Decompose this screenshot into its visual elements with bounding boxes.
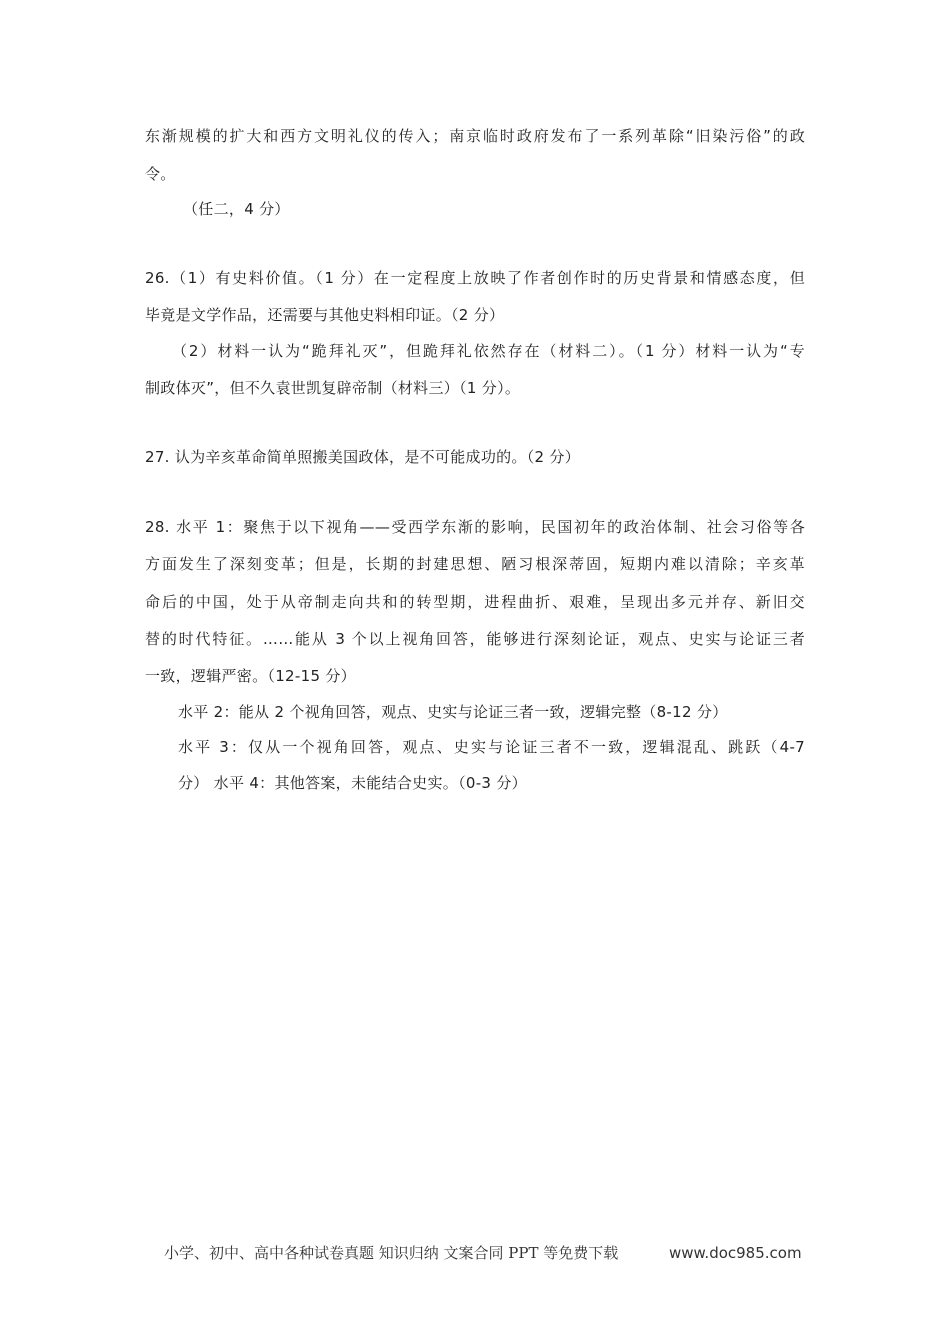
answer-26-line-1: 26.（1）有史料价值。（1 分）在一定程度上放映了作者创作时的历史背景和情感态度，但 (145, 269, 805, 287)
answer-26-line-2: 毕竟是文学作品，还需要与其他史料相印证。（2 分） (145, 306, 505, 324)
footer-text: 小学、初中、高中各种试卷真题 知识归纳 文案合同 PPT 等免费下载 (164, 1244, 619, 1262)
answer-28-line-6: 水平 2：能从 2 个视角回答，观点、史实与论证三者一致，逻辑完整（8-12 分） (178, 703, 728, 721)
footer-url[interactable]: www.doc985.com (669, 1244, 802, 1262)
answer-26-line-4: 制政体灭”，但不久袁世凯复辟帝制（材料三）（1 分）。 (145, 379, 521, 397)
answer-28-line-1: 28. 水平 1：聚焦于以下视角——受西学东渐的影响，民国初年的政治体制、社会习俗等各 (145, 518, 805, 536)
answer-27-line-1: 27. 认为辛亥革命简单照搬美国政体，是不可能成功的。（2 分） (145, 448, 581, 466)
answer-28-line-8: 分） 水平 4：其他答案，未能结合史实。（0-3 分） (178, 774, 527, 792)
answer-25-line-1: 东渐规模的扩大和西方文明礼仪的传入；南京临时政府发布了一系列革除“旧染污俗”的政 (145, 127, 805, 145)
answer-28-line-4: 替的时代特征。……能从 3 个以上视角回答，能够进行深刻论证，观点、史实与论证三者 (145, 630, 805, 648)
answer-28-line-5: 一致，逻辑严密。（12-15 分） (145, 667, 356, 685)
answer-28-line-3: 命后的中国，处于从帝制走向共和的转型期，进程曲折、艰难，呈现出多元并存、新旧交 (145, 593, 805, 611)
answer-25-line-2: 令。 (145, 165, 176, 183)
answer-28-line-7: 水平 3：仅从一个视角回答，观点、史实与论证三者不一致，逻辑混乱、跳跃（4-7 (178, 738, 805, 756)
answer-28-line-2: 方面发生了深刻变革；但是，长期的封建思想、陋习根深蒂固，短期内难以清除；辛亥革 (145, 555, 805, 573)
answer-25-score-note: （任二，4 分） (183, 200, 290, 218)
answer-26-line-3: （2）材料一认为“跪拜礼灭”，但跪拜礼依然存在（材料二）。（1 分）材料一认为“专 (172, 342, 805, 360)
